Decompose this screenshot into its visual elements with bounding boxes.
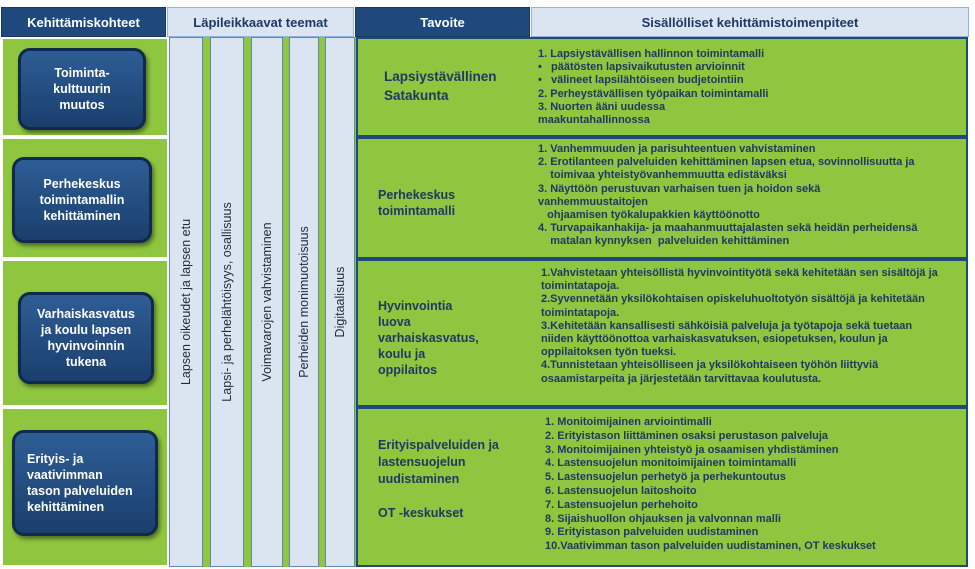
target-early-education — [18, 292, 154, 384]
list-item: 3. Näyttöön perustuvan varhaisen tuen ja hoidon sekä — [538, 182, 821, 195]
list-item: oppilaitoksen työn tueksi. — [541, 346, 677, 359]
list-item: 1. Vanhemmuuden ja parisuhteentuen vahvistaminen — [538, 143, 816, 155]
goal-line — [378, 488, 528, 505]
list-item: matalan kynnyksen palveluiden kehittäminen — [538, 235, 790, 248]
row-separator — [1, 406, 169, 408]
list-item: 1. Lapsiystävällisen hallinnon toimintamalli — [538, 48, 765, 60]
goal-line: uudistaminen — [378, 472, 460, 486]
list-item: toimintatapoja. — [541, 306, 620, 319]
target-line: vaativimman — [27, 468, 103, 482]
target-line: kehittäminen — [43, 209, 121, 223]
target-culture-change — [18, 48, 146, 130]
list-item: 5. Lastensuojelun perhetyö ja perhekuntoutus — [545, 471, 786, 484]
list-item: vanhemmuustaitojen — [538, 195, 649, 208]
goal-line: varhaiskasvatus, — [378, 331, 479, 345]
target-line: ja koulu lapsen — [40, 323, 132, 337]
list-item: 3.Kehitetään kansallisesti sähköisiä palveluja ja työtapoja sekä tuetaan — [541, 319, 913, 332]
theme-label: Voimavarojen vahvistaminen — [260, 222, 274, 382]
goal-special-services-reform — [378, 437, 528, 522]
list-item: 2.Syvennetään yksilökohtaisen opiskeluhuoltotyön sisältöjä ja kehitetään — [541, 293, 925, 306]
target-special-services — [12, 430, 158, 536]
list-item: • välineet lapsilähtöiseen budjetointiin — [538, 74, 744, 87]
target-line: toimintamallin — [39, 193, 125, 207]
theme-column-child-rights — [169, 37, 203, 567]
theme-column-resources — [251, 37, 283, 567]
target-line: muutos — [59, 98, 105, 112]
goal-line: Lapsiystävällinen — [384, 69, 497, 84]
goal-child-friendly-satakunta — [384, 67, 524, 105]
row-separator — [1, 136, 169, 138]
theme-column-digitality — [325, 37, 355, 567]
list-item: 9. Erityistason palveluiden uudistaminen — [545, 526, 759, 539]
list-item: 1.Vahvistetaan yhteisöllistä hyvinvointityötä sekä kehitetään sen sisältöjä ja — [541, 267, 938, 279]
target-line: hyvinvoinnin — [47, 339, 125, 353]
target-line: Varhaiskasvatus — [37, 307, 135, 321]
theme-label: Digitaalisuus — [333, 266, 347, 338]
list-item: 4. Turvapaikanhakija- ja maahanmuuttajalasten sekä heidän perheidensä — [538, 222, 918, 235]
list-item: • päätösten lapsivaikutusten arvioinnit — [538, 61, 745, 74]
target-family-centre — [12, 157, 152, 243]
header-targets: Kehittämiskohteet — [1, 7, 166, 37]
list-item: ohjaamisen työkalupakkien käyttöönotto — [538, 209, 760, 222]
goal-line: koulu ja — [378, 347, 426, 361]
goal-wellbeing-education — [378, 298, 518, 378]
list-item: 7. Lastensuojelun perhehoito — [545, 498, 698, 511]
row-separator — [1, 258, 169, 260]
goal-line: Satakunta — [384, 88, 449, 103]
target-line: kehittäminen — [27, 500, 105, 514]
goal-line: Hyvinvointia — [378, 299, 453, 313]
list-item: 6. Lastensuojelun laitoshoito — [545, 484, 697, 497]
list-item: toimintatapoja. — [541, 280, 620, 293]
list-item: 2. Erityistason liittäminen osaksi perustason palveluja — [545, 429, 829, 442]
target-line: kulttuurin — [53, 82, 111, 96]
actions-list-row2 — [538, 143, 963, 249]
list-item: 1. Monitoimijainen arviointimalli — [545, 416, 712, 428]
goal-family-centre-model — [378, 187, 518, 219]
target-line: tukena — [65, 355, 107, 369]
theme-column-participation — [210, 37, 244, 567]
theme-label: Lapsen oikeudet ja lapsen etu — [179, 218, 193, 386]
list-item: 3. Monitoimijainen yhteistyö ja osaamisen yhdistäminen — [545, 443, 839, 456]
header-goal: Tavoite — [355, 7, 530, 37]
list-item: maakuntahallinnossa — [538, 114, 650, 127]
actions-list-row4 — [545, 416, 965, 554]
list-item: 8. Sijaishuollon ohjauksen ja valvonnan malli — [545, 512, 781, 525]
list-item: 3. Nuorten ääni uudessa — [538, 100, 666, 113]
goal-line: oppilaitos — [378, 363, 438, 377]
goal-line: lastensuojelun — [378, 455, 466, 469]
header-themes: Läpileikkaavat teemat — [167, 7, 354, 37]
list-item: 10.Vaativimman tason palveluiden uudistaminen, OT keskukset — [545, 540, 876, 553]
goal-line: Perhekeskus — [378, 188, 456, 202]
header-actions: Sisällölliset kehittämistoimenpiteet — [531, 7, 969, 37]
list-item: osaamistarpeita ja järjestetään tarvittavaa koulutusta. — [541, 372, 822, 385]
goal-line: OT -keskukset — [378, 506, 464, 520]
theme-column-family-diversity — [289, 37, 319, 567]
list-item: 4. Lastensuojelun monitoimijainen toimintamalli — [545, 457, 797, 470]
target-line: Erityis- ja — [27, 452, 84, 466]
target-line: Toiminta- — [54, 66, 110, 80]
list-item: niiden käyttöönottoa varhaiskasvatuksen, esiopetuksen, koulun ja — [541, 333, 888, 346]
actions-list-row1 — [538, 48, 963, 127]
target-line: tason palveluiden — [27, 484, 133, 498]
theme-label: Lapsi- ja perhelähtöisyys, osallisuus — [220, 202, 234, 402]
list-item: 4.Tunnistetaan yhteisölliseen ja yksilökohtaiseen työhön liittyviä — [541, 359, 879, 372]
theme-label: Perheiden monimuotoisuus — [297, 226, 311, 378]
list-item: toimivaa yhteistyövanhemmuutta edistäväksi — [538, 169, 787, 182]
goal-line: luova — [378, 315, 411, 329]
goal-line: toimintamalli — [378, 204, 456, 218]
goal-line: Erityispalveluiden ja — [378, 438, 499, 452]
list-item: 2. Erotilanteen palveluiden kehittäminen lapsen etua, sovinnollisuutta ja — [538, 156, 915, 169]
target-line: Perhekeskus — [43, 177, 121, 191]
list-item: 2. Perheystävällisen työpaikan toimintamalli — [538, 87, 769, 100]
actions-list-row3 — [541, 267, 965, 386]
